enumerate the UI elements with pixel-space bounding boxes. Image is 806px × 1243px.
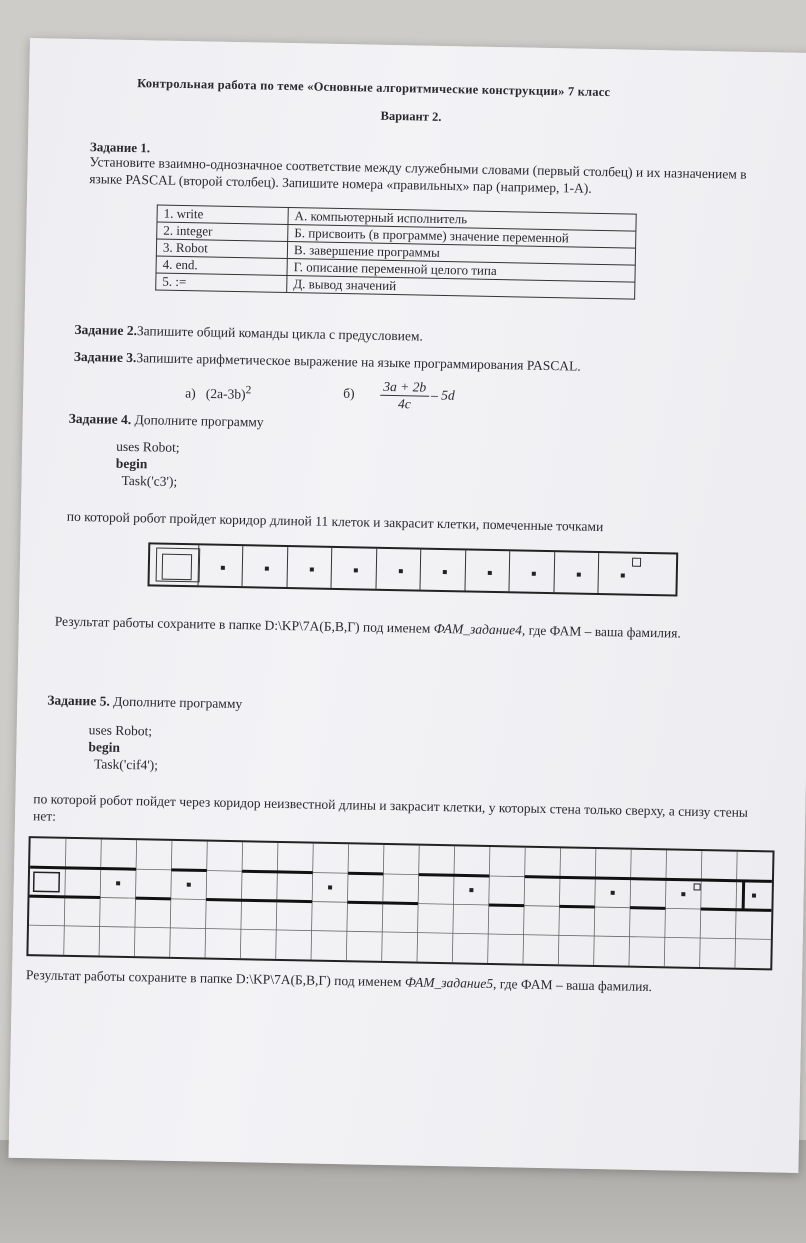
robot-square-icon [34, 872, 60, 891]
matching-purpose: А. компьютерный исполнитель [288, 207, 636, 231]
task2-heading: Задание 2. [74, 321, 138, 339]
expression-b [343, 378, 455, 413]
top-wall [631, 879, 666, 880]
bottom-wall [559, 906, 594, 907]
expression-b-fraction [380, 379, 429, 413]
matching-keyword: 3. Robot [156, 239, 287, 259]
paint-dot [398, 569, 402, 573]
bottom-wall [347, 902, 382, 903]
task4-text: Дополните программу [134, 412, 264, 430]
paint-dot [532, 572, 536, 576]
paint-dot [621, 573, 625, 577]
task4-result-file: ФАМ_задание4 [433, 620, 523, 638]
task2-text: Запишите общий команды цикла с предусловием. [136, 323, 423, 344]
task3-text: Запишите арифметическое выражение на языке программирования PASCAL. [136, 350, 581, 374]
paint-dot [487, 571, 491, 575]
grid-line [29, 925, 771, 939]
corridor-diagram-1 [147, 542, 678, 596]
matching-purpose: Д. вывод значений [287, 275, 635, 299]
task4 [69, 411, 264, 431]
task4-code [115, 438, 179, 490]
matching-keyword: 2. integer [157, 222, 288, 242]
bottom-wall [241, 900, 276, 901]
task3 [74, 349, 581, 375]
matching-purpose: Г. описание переменной целого типа [287, 258, 635, 282]
task5 [47, 692, 242, 712]
robot-start-cell [156, 548, 201, 583]
corridor-cell [245, 549, 290, 584]
page-title: Контрольная работа по теме «Основные алгоритмические конструкции» 7 класс [137, 76, 611, 100]
top-wall [737, 881, 772, 882]
paint-dot [752, 894, 756, 898]
top-wall [171, 870, 206, 871]
top-wall [277, 872, 312, 873]
corridor-cell [334, 551, 379, 586]
fraction-numerator: 3a + 2b [380, 379, 429, 397]
task4-result-pre: Результат работы сохраните в папке D:\KP\7A(Б,В,Г) под именем [54, 613, 434, 636]
corridor-cell [289, 550, 334, 585]
paint-dot [354, 568, 358, 572]
top-wall [65, 868, 100, 869]
task3-heading: Задание 3. [73, 348, 137, 366]
end-wall [743, 881, 744, 910]
code-line-uses: uses Robot; [88, 722, 153, 739]
task5-heading: Задание 5. [47, 692, 110, 709]
finish-marker-icon [632, 558, 641, 567]
corridor-cell [556, 555, 601, 590]
paint-dot [576, 573, 580, 577]
top-wall [666, 879, 701, 880]
top-wall [30, 867, 65, 868]
bottom-wall [630, 908, 665, 909]
corridor-cell [378, 552, 423, 587]
task1-text: Установите взаимно-однозначное соответствие между служебными словами (первый столбец) и их назначением в языке PASCAL (второй столбец). Запишите номера «правильных» пар (например, 1-А). [89, 154, 747, 196]
matching-keyword: 1. write [157, 205, 288, 225]
expression-a-body: (2a-3b) [205, 385, 246, 402]
top-wall [454, 875, 489, 876]
expression-a-label: а) [185, 385, 196, 401]
corridor-cell [423, 553, 468, 588]
paint-dot [469, 888, 473, 892]
code-line-begin: begin [88, 739, 121, 755]
matching-purpose: Б. присвоить (в программе) значение переменной [288, 224, 636, 248]
task4-result [55, 613, 755, 644]
robot-square-icon [162, 554, 192, 581]
task5-result-file: ФАМ_задание5 [404, 974, 494, 992]
expression-b-label: б) [343, 385, 355, 401]
expression-a-power: 2 [245, 384, 252, 397]
paint-dot [187, 883, 191, 887]
paint-dot [309, 567, 313, 571]
paint-dot [611, 891, 615, 895]
bottom-wall [383, 903, 418, 904]
matching-keyword: 4. end. [156, 256, 287, 276]
paint-dot [220, 566, 224, 570]
code-line-begin: begin [115, 455, 148, 472]
bottom-wall [65, 897, 100, 898]
top-wall [560, 877, 595, 878]
code-line-task: Task('cif4'); [93, 756, 159, 773]
paint-dot [681, 892, 685, 896]
corridor-cell [512, 554, 557, 589]
paint-dot [265, 567, 269, 571]
task5-text: Дополните программу [113, 693, 243, 712]
expression-b-rest: – 5d [430, 387, 455, 403]
expression-a [185, 383, 251, 403]
code-line-uses: uses Robot; [116, 438, 180, 455]
task5-result-pre: Результат работы сохраните в папке D:\KP\7A(Б,В,Г) под именем [25, 967, 406, 990]
paint-dot [116, 881, 120, 885]
bottom-wall [206, 900, 241, 901]
task5-description: по которой робот пойдет через коридор неизвестной длины и закрасит клетки, у которых стена только сверху, а снизу стены нет: [32, 791, 749, 824]
matching-purpose: В. завершение программы [287, 241, 635, 265]
corridor-cell [467, 553, 512, 588]
finish-marker-icon [694, 884, 700, 890]
top-wall [419, 875, 454, 876]
variant-label: Вариант 2. [380, 108, 442, 124]
top-wall [595, 878, 630, 879]
matching-keyword: 5. := [156, 273, 287, 293]
task4-result-post: , где ФАМ – ваша фамилия. [521, 622, 681, 641]
top-wall [101, 869, 136, 870]
top-wall [525, 877, 560, 878]
code-line-task: Task('c3'); [121, 472, 178, 489]
bottom-wall [30, 896, 65, 897]
task5-code [88, 721, 159, 773]
bottom-wall [277, 901, 312, 902]
corridor-cell [601, 556, 646, 591]
fraction-denominator: 4c [397, 396, 412, 412]
bottom-wall [136, 898, 171, 899]
top-wall [701, 880, 736, 881]
task4-heading: Задание 4. [68, 410, 132, 428]
paint-dot [328, 885, 332, 889]
task4-description: по которой робот пройдет коридор длиной 11 клеток и закрасит клетки, помеченные точками [66, 508, 604, 535]
bottom-wall [489, 905, 524, 906]
corridor-diagram-2 [26, 836, 774, 970]
matching-table [155, 204, 637, 299]
corridor-grid-svg [28, 838, 772, 968]
top-wall [348, 873, 383, 874]
bottom-wall [736, 910, 771, 911]
task2 [74, 322, 423, 345]
task5-result [26, 966, 746, 998]
bottom-wall [701, 909, 736, 910]
task5-result-post: , где ФАМ – ваша фамилия. [492, 976, 653, 995]
task1-heading: Задание 1. [89, 139, 151, 156]
paint-dot [443, 570, 447, 574]
corridor-cell [200, 548, 245, 583]
top-wall [242, 871, 277, 872]
worksheet-page [8, 38, 806, 1173]
